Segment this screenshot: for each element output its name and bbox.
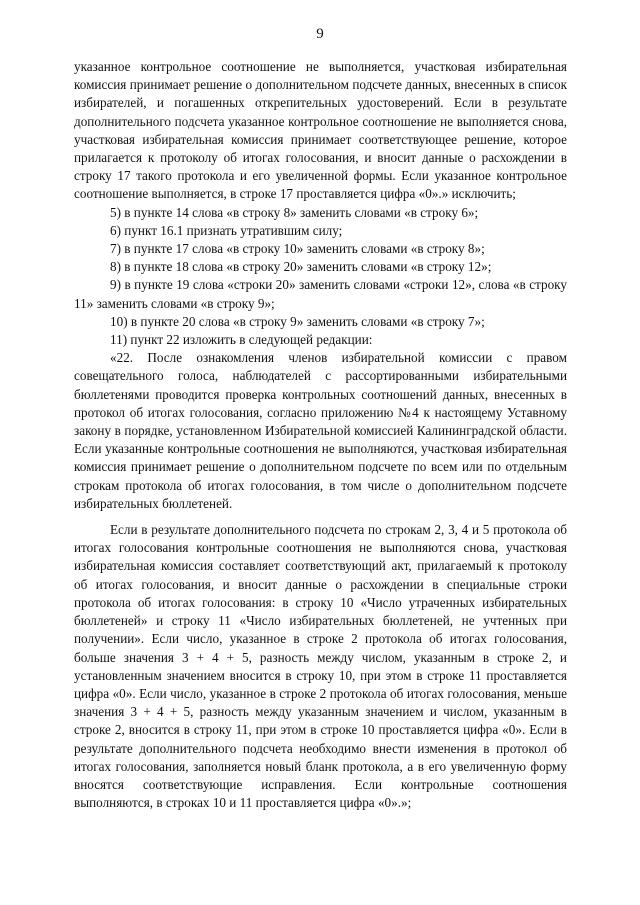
paragraph-item-6: 6) пункт 16.1 признать утратившим силу; bbox=[110, 222, 343, 238]
paragraph-point-22: «22. После ознакомления членов избирательной комиссии с правом совещательного голоса, наблюдателей с рассортированными избирательными бюллетенями проводится проверка контрольных соотношений данных, внесенных в протокол об итогах голосования, согласно приложению №4 к настоящему Уставному закону в порядке, установленном Избирательной комиссией Калининградской области. Если указанные контрольные соотношения не выполняются, участковая избирательная комиссия принимает решение о дополнительном подсчете по всем или по отдельным строкам протокола об итогах голосования, в том числе о дополнительном подсчете избирательных бюллетеней. bbox=[74, 350, 567, 511]
paragraph-item-8: 8) в пункте 18 слова «в строку 20» заменить словами «в строку 12»; bbox=[110, 259, 492, 275]
document-body bbox=[74, 58, 567, 812]
paragraph-1: указанное контрольное соотношение не выполняется, участковая избирательная комиссия принимает решение о дополнительном подсчете данных, внесенных в список избирателей, и погашенных открепительных удостоверений. Если в результате дополнительного подсчета указанное контрольное соотношение не выполняется снова, участковая избирательная комиссия принимает соответствующее решение, которое прилагается к протоколу об итогах голосования, и вносит данные о расхождении в строку 17 такого протокола и его увеличенной формы. Если указанное контрольное соотношение выполняется, в строке 17 проставляется цифра «0».» исключить; bbox=[74, 59, 567, 202]
paragraph-item-10: 10) в пункте 20 слова «в строку 9» заменить словами «в строку 7»; bbox=[110, 313, 485, 329]
page-number: 9 bbox=[316, 26, 324, 42]
paragraph-item-9: 9) в пункте 19 слова «строки 20» заменить словами «строки 12», слова «в строку 11» заменить словами «в строку 9»; bbox=[74, 277, 567, 311]
paragraph-additional-count: Если в результате дополнительного подсчета по строкам 2, 3, 4 и 5 протокола об итогах голосования контрольные соотношения не выполняются снова, участковая избирательная комиссия составляет соответствующий акт, прилагаемый к протоколу об итогах голосования, и вносит данные о расхождении в специальные строки протокола об итогах голосования: в строку 10 «Число утраченных избирательных бюллетеней» и строку 11 «Число избирательных бюллетеней, не учтенных при получении». Если число, указанное в строке 2 протокола об итогах голосования, больше значения 3 + 4 + 5, разность между числом, указанным в строке 2, и установленным значением вносится в строку 10, при этом в строке 11 проставляется цифра «0». Если число, указанное в строке 2 протокола об итогах голосования, меньше значения 3 + 4 + 5, разность между указанным значением и числом, указанным в строке 2, вносится в строку 11, при этом в строке 10 проставляется цифра «0». Если в результате дополнительного подсчета необходимо внести изменения в протокол об итогах голосования, заполняется новый бланк протокола, а в его увеличенную форму вносятся соответствующие исправления. Если контрольные соотношения выполняются, в строках 10 и 11 проставляется цифра «0».»; bbox=[74, 522, 567, 811]
paragraph-item-11: 11) пункт 22 изложить в следующей редакции: bbox=[110, 332, 373, 348]
paragraph-item-7: 7) в пункте 17 слова «в строку 10» заменить словами «в строку 8»; bbox=[110, 241, 485, 257]
paragraph-item-5: 5) в пункте 14 слова «в строку 8» заменить словами «в строку 6»; bbox=[110, 204, 479, 220]
